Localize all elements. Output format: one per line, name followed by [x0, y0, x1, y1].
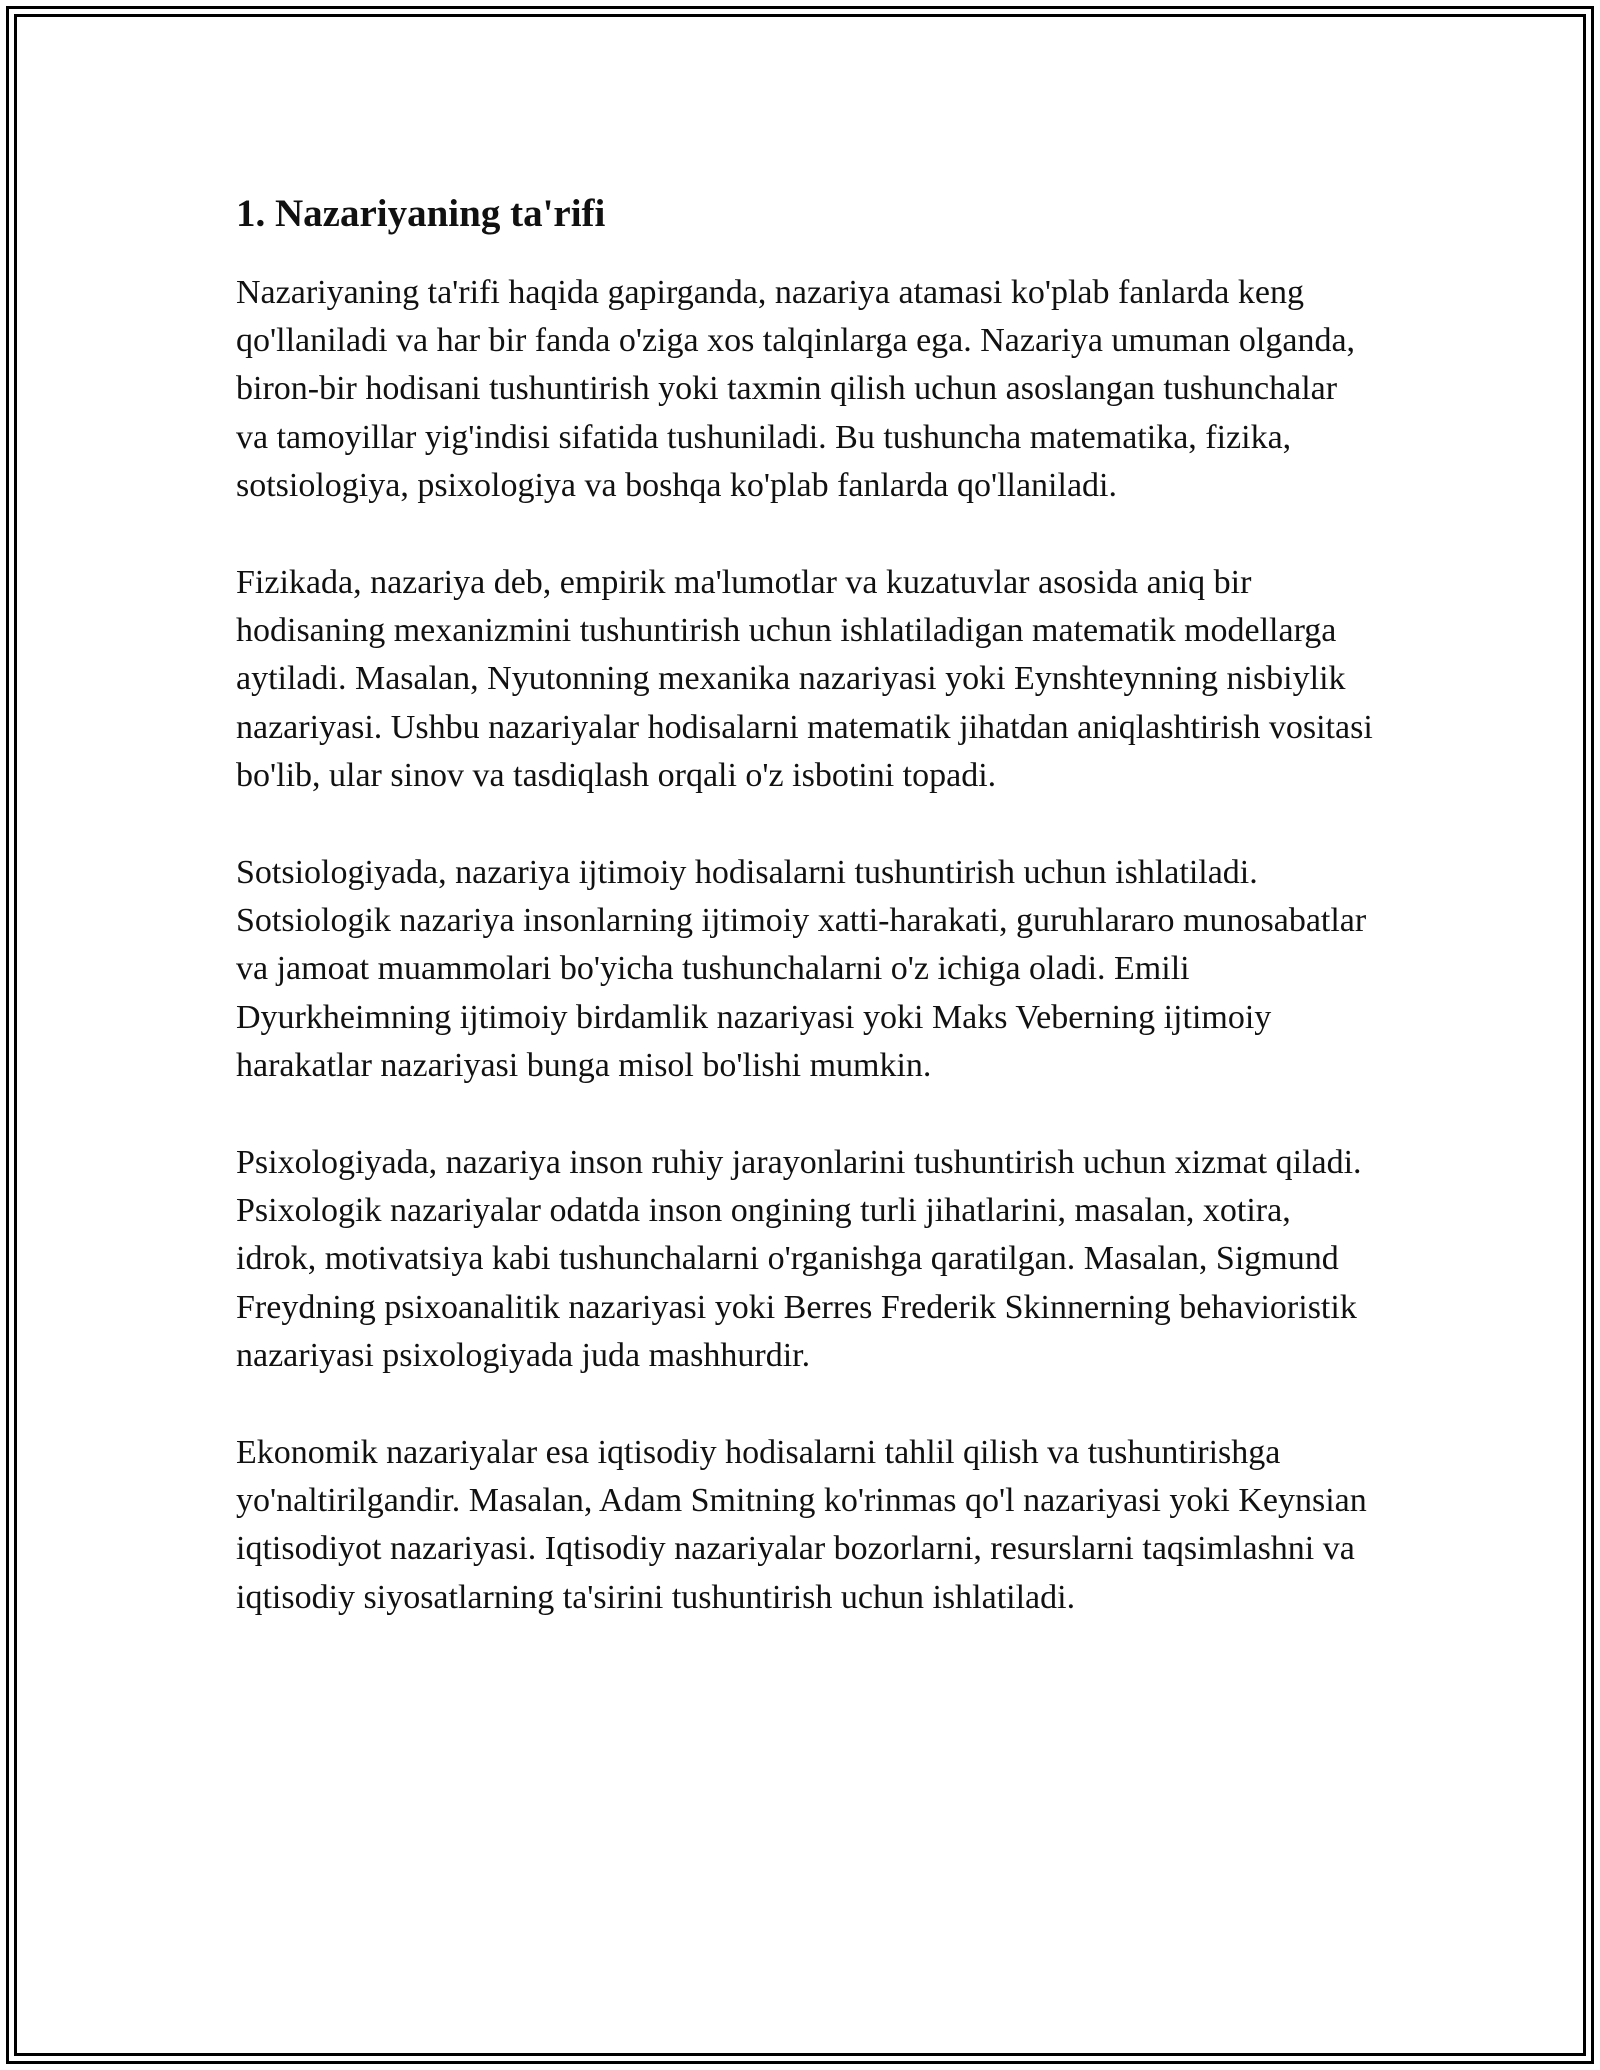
paragraph-physics: Fizikada, nazariya deb, empirik ma'lumotlar va kuzatuvlar asosida aniq bir hodisaning mexanizmini tushuntirish uchun ishlatiladigan matematik modellarga aytiladi. Masalan, Nyutonning mexanika nazariyasi yoki Eynshteynning nisbiylik nazariyasi. Ushbu nazariyalar hodisalarni matematik jihatdan aniqlashtirish vositasi bo'lib, ular sinov va tasdiqlash orqali o'z isbotini topadi.	[236, 564, 1373, 794]
paragraph-psychology: Psixologiyada, nazariya inson ruhiy jarayonlarini tushuntirish uchun xizmat qiladi. Psixologik nazariyalar odatda inson ongining turli jihatlarini, masalan, xotira, idrok, motivatsiya kabi tushunchalarni o'rganishga qaratilgan. Masalan, Sigmund Freydning psixoanalitik nazariyasi yoki Berres Frederik Skinnerning behavioristik nazariyasi psixologiyada juda mashhurdir.	[236, 1144, 1362, 1374]
section-heading: 1. Nazariyaning ta'rifi	[236, 192, 606, 235]
paragraph-economics: Ekonomik nazariyalar esa iqtisodiy hodisalarni tahlil qilish va tushuntirishga yo'naltirilgandir. Masalan, Adam Smitning ko'rinmas qo'l nazariyasi yoki Keynsian iqtisodiyot nazariyasi. Iqtisodiy nazariyalar bozorlarni, resurslarni taqsimlashni va iqtisodiy siyosatlarning ta'sirini tushuntirish uchun ishlatiladi.	[236, 1434, 1367, 1616]
paragraph-sociology: Sotsiologiyada, nazariya ijtimoiy hodisalarni tushuntirish uchun ishlatiladi. Sotsiologik nazariya insonlarning ijtimoiy xatti-harakati, guruhlararo munosabatlar va jamoat muammolari bo'yicha tushunchalarni o'z ichiga oladi. Emili Dyurkheimning ijtimoiy birdamlik nazariyasi yoki Maks Veberning ijtimoiy harakatlar nazariyasi bunga misol bo'lishi mumkin.	[236, 854, 1367, 1084]
document-body	[236, 190, 1376, 1671]
paragraph-definition: Nazariyaning ta'rifi haqida gapirganda, nazariya atamasi ko'plab fanlarda keng qo'llaniladi va har bir fanda o'ziga xos talqinlarga ega. Nazariya umuman olganda, biron-bir hodisani tushuntirish yoki taxmin qilish uchun asoslangan tushunchalar va tamoyillar yig'indisi sifatida tushuniladi. Bu tushuncha matematika, fizika, sotsiologiya, psixologiya va boshqa ko'plab fanlarda qo'llaniladi.	[236, 274, 1356, 504]
